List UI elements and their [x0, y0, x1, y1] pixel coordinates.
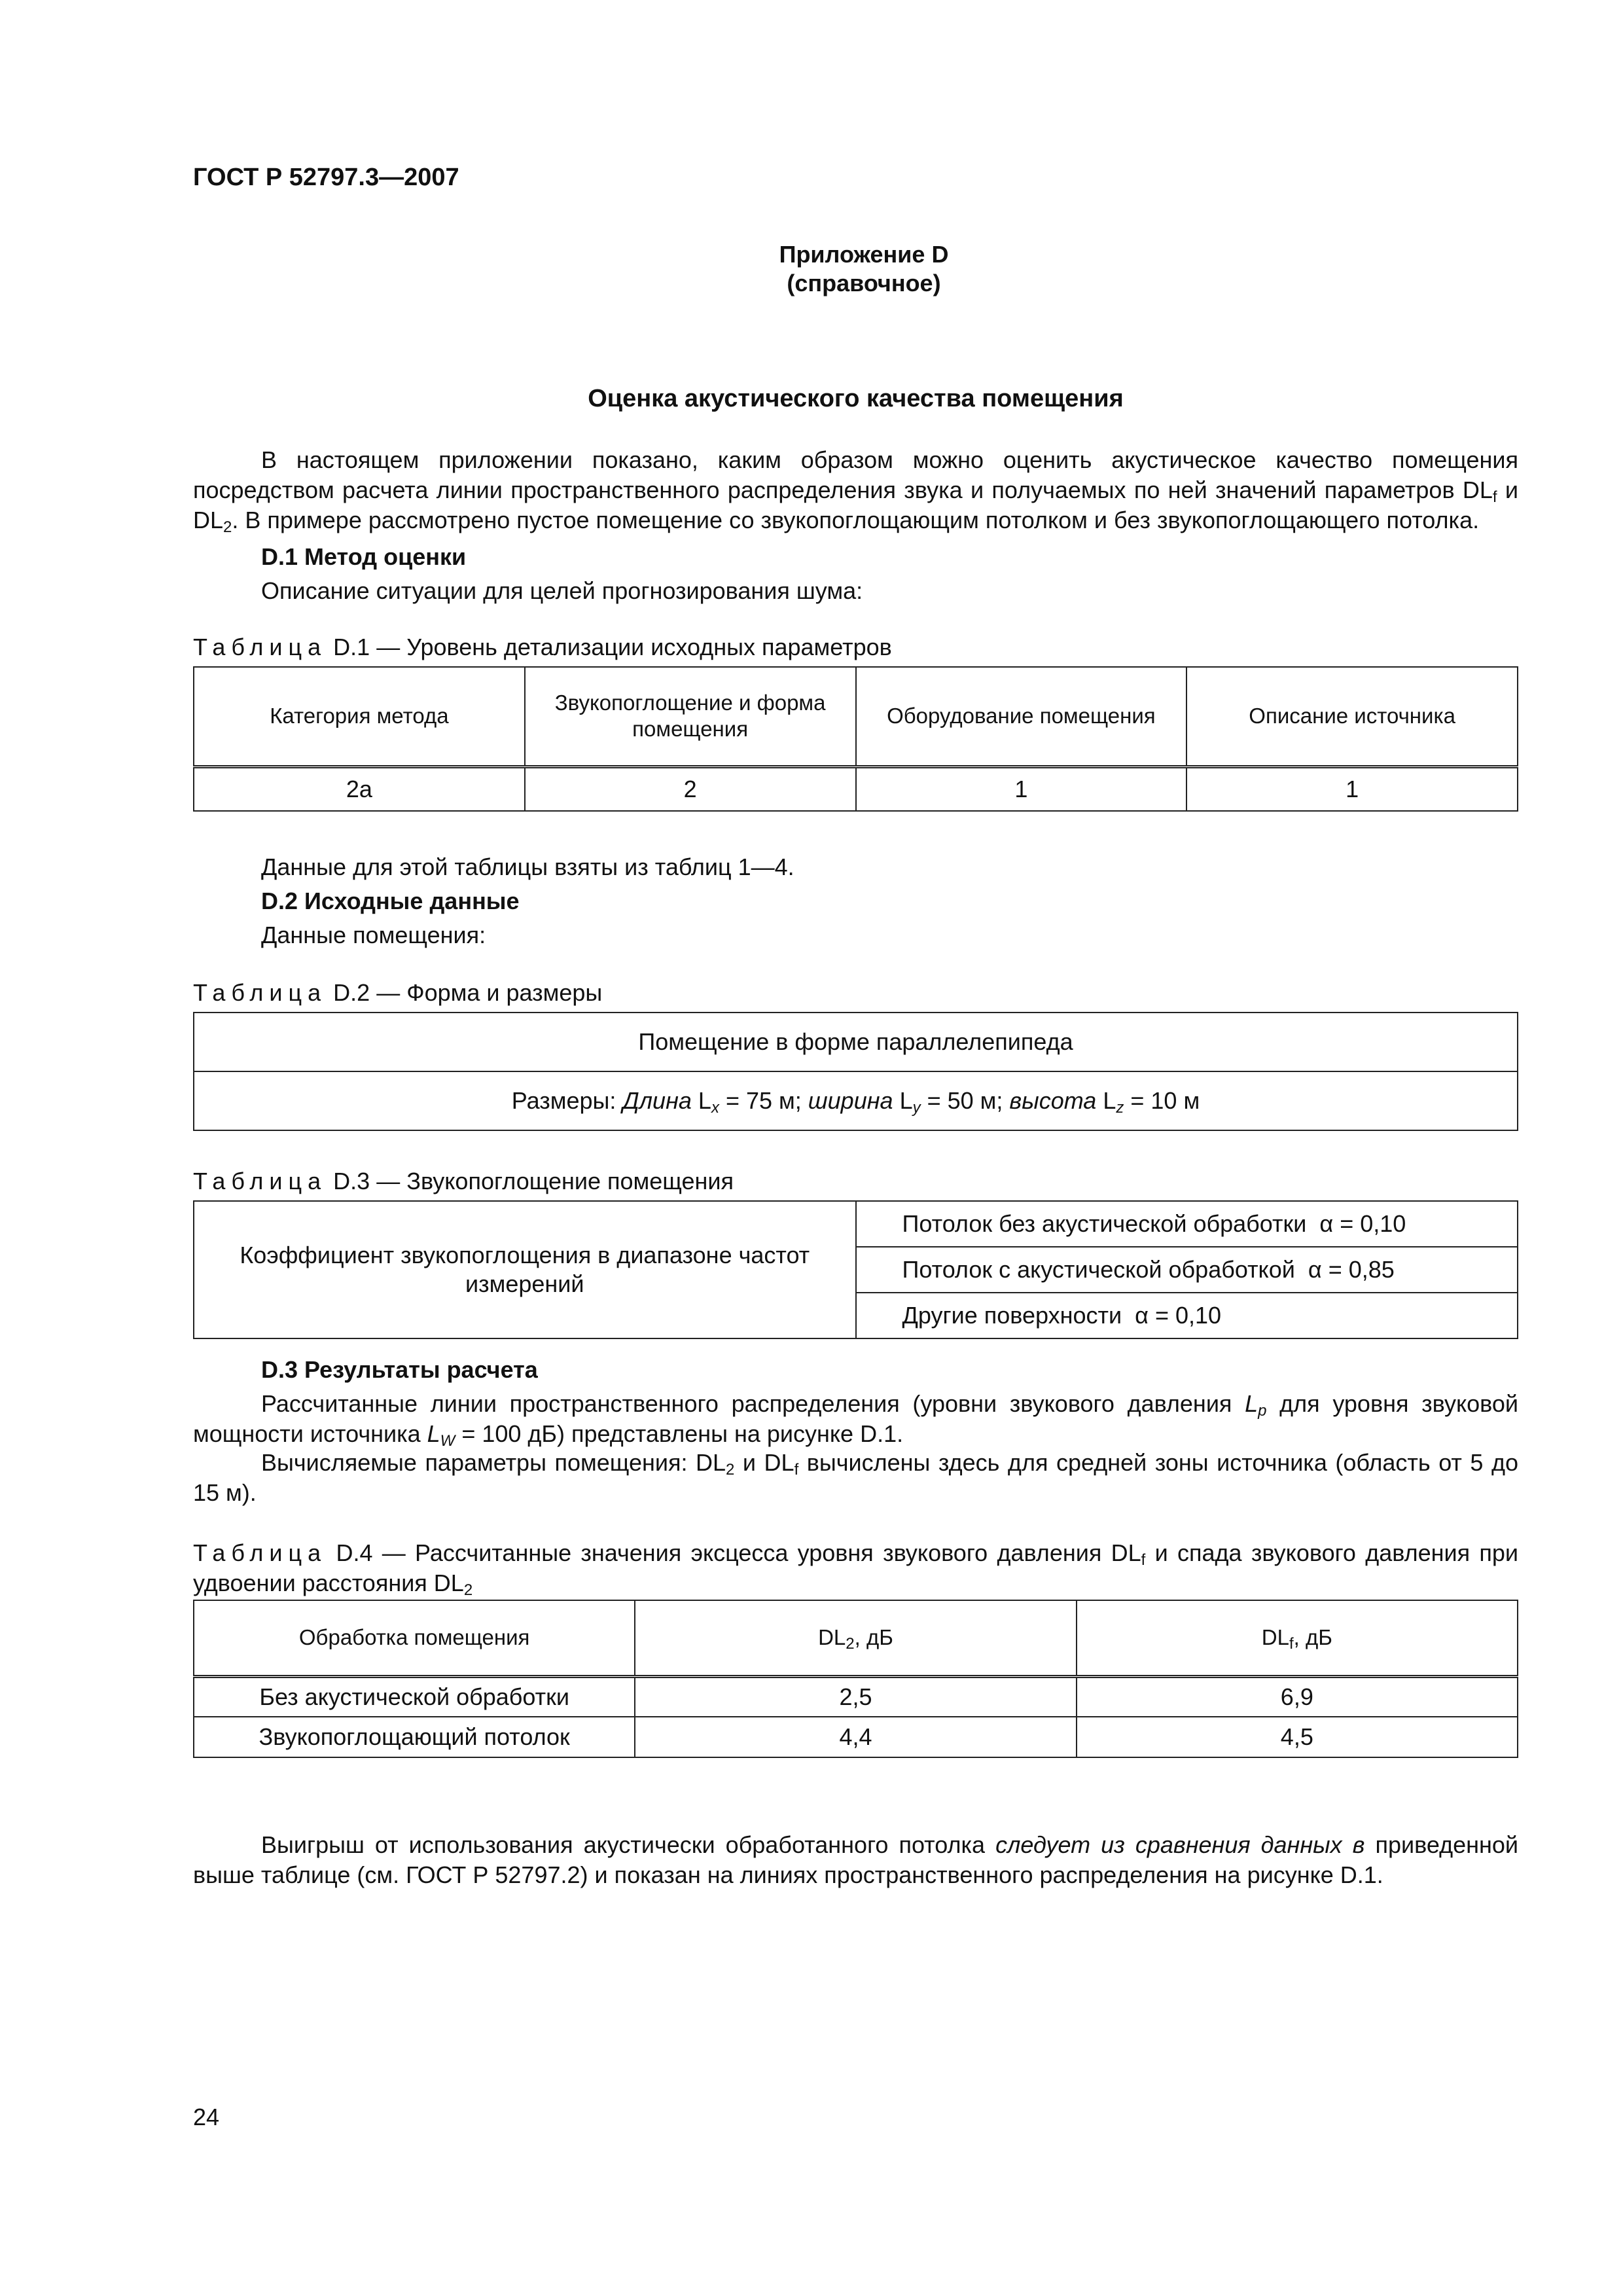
table-d4-cell: 6,9: [1077, 1676, 1518, 1717]
table-d3-coefficient-cell: Коэффициент звукопоглощения в диапазоне частот измерений: [194, 1201, 856, 1338]
table-d1-header-cell: Звукопоглощение и форма помещения: [525, 667, 856, 766]
table-d4-header-row: [194, 1600, 1518, 1676]
document-header: ГОСТ Р 52797.3—2007: [193, 164, 459, 191]
table-d3: [193, 1200, 1518, 1339]
table-d3-caption: Таблица D.3 — Звукопоглощение помещения: [193, 1168, 734, 1194]
d2-text: Данные помещения:: [261, 922, 486, 948]
table-d4-cell: 4,5: [1077, 1717, 1518, 1757]
table-d3-row: [194, 1201, 1518, 1247]
table-d4: [193, 1600, 1518, 1758]
table-d1: [193, 666, 1518, 812]
table-d1-header-cell: Описание источника: [1186, 667, 1518, 766]
table-d1-header-row: [194, 667, 1518, 766]
table-d4-cell: Звукопоглощающий потолок: [194, 1717, 635, 1757]
table-d4-header-cell: $DL_2$, дБ: [635, 1600, 1076, 1676]
appendix-title: Приложение D: [779, 241, 949, 268]
table-d4-header-cell: Обработка помещения: [194, 1600, 635, 1676]
table-d4-caption: Таблица D.4 — Рассчитанные значения эксцесса уровня звукового давления $DL_f$ и спада звукового давления при удвоении расстояния $DL_2$: [193, 1539, 1518, 1599]
table-d1-header-cell: Оборудование помещения: [856, 667, 1187, 766]
table-d4-header-cell: $DL_f$, дБ: [1077, 1600, 1518, 1676]
table-d1-cell: 1: [856, 766, 1187, 811]
d3-paragraph-2: Вычисляемые параметры помещения: $DL_2$ и $DL_f$ вычислены здесь для средней зоны источника (область от 5 до 15 м).: [193, 1449, 1518, 1506]
table-d4-cell: 4,4: [635, 1717, 1076, 1757]
d3-paragraph-1: Рассчитанные линии пространственного распределения (уровни звукового давления $L_p$ для уровня звуковой мощности источника $L_W = 100$ дБ) представлены на рисунке D.1.: [193, 1390, 1518, 1450]
table-d1-cell: 2a: [194, 766, 525, 811]
table-d3-cell: Потолок с акустической обработкой α = 0,85: [856, 1247, 1518, 1293]
table-d2-dimensions-cell: Размеры: Длина $L_x = 75$ м; ширина $L_y = 50$ м; высота $L_z = 10$ м: [194, 1071, 1518, 1130]
table-d3-cell: Потолок без акустической обработки α = 0,10: [856, 1201, 1518, 1247]
table-d2-caption: Таблица D.2 — Форма и размеры: [193, 979, 603, 1006]
d2-heading: D.2 Исходные данные: [261, 888, 520, 914]
table-d1-row: [194, 766, 1518, 811]
d1-text: Описание ситуации для целей прогнозирования шума:: [261, 577, 863, 604]
table-d4-cell: 2,5: [635, 1676, 1076, 1717]
section-title: Оценка акустического качества помещения: [588, 385, 1124, 412]
table-d4-row: [194, 1717, 1518, 1757]
table-d1-header-cell: Категория метода: [194, 667, 525, 766]
table-d4-row: [194, 1676, 1518, 1717]
table-d4-cell: Без акустической обработки: [194, 1676, 635, 1717]
d1-note: Данные для этой таблицы взяты из таблиц 1—4.: [261, 853, 794, 880]
table-d2-row: [194, 1071, 1518, 1130]
page-number: 24: [193, 2104, 220, 2130]
table-d1-cell: 1: [1186, 766, 1518, 811]
appendix-subtitle: (справочное): [787, 270, 941, 296]
d1-heading: D.1 Метод оценки: [261, 543, 467, 570]
d3-heading: D.3 Результаты расчета: [261, 1356, 538, 1383]
conclusion-paragraph: Выигрыш от использования акустически обработанного потолка следует из сравнения данных в приведенной выше таблице (см. ГОСТ Р 52797.2) и показан на линиях пространственного распределения на рисунке D.1.: [193, 1831, 1518, 1888]
table-d2-row: [194, 1013, 1518, 1071]
table-d3-cell: Другие поверхности α = 0,10: [856, 1293, 1518, 1338]
intro-paragraph: В настоящем приложении показано, каким образом можно оценить акустическое качество помещения посредством расчета линии пространственного распределения звука и получаемых по ней значений параметров $DL_f$ и $DL_2$. В примере рассмотрено пустое помещение со звукопоглощающим потолком и без звукопоглощающего потолка.: [193, 446, 1518, 536]
table-d2: [193, 1012, 1518, 1131]
table-d1-cell: 2: [525, 766, 856, 811]
table-d2-shape-cell: Помещение в форме параллелепипеда: [194, 1013, 1518, 1071]
table-d1-caption: Таблица D.1 — Уровень детализации исходных параметров: [193, 634, 892, 660]
